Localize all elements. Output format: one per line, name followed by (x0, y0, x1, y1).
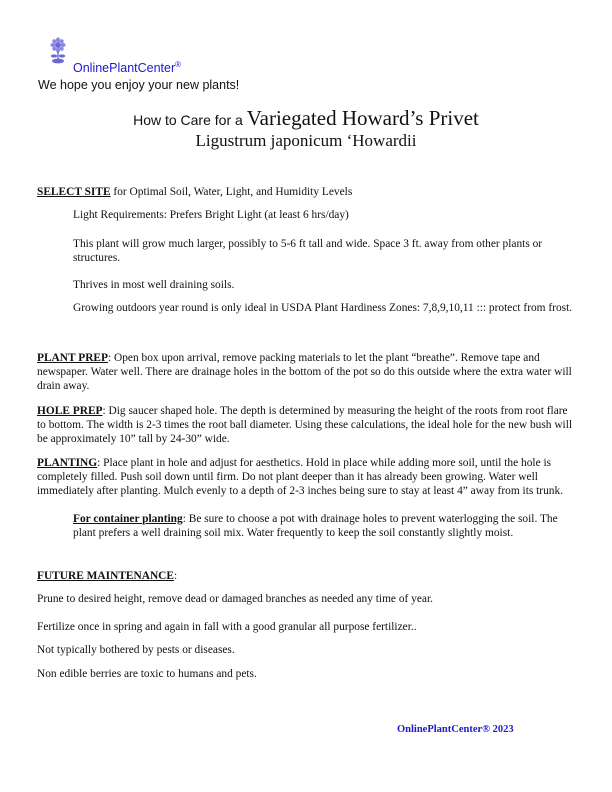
brand-name (73, 60, 181, 75)
maintenance-fertilize: Fertilize once in spring and again in fall with a good granular all purpose fertilizer.. (37, 621, 417, 633)
soil-info: Thrives in most well draining soils. (73, 279, 235, 291)
maintenance-pests: Not typically bothered by pests or diseases. (37, 644, 235, 656)
light-requirements: Light Requirements: Prefers Bright Light (at least 6 hrs/day) (73, 209, 349, 221)
tagline: We hope you enjoy your new plants! (38, 78, 240, 92)
subsection-heading: For container planting (73, 513, 183, 525)
page-title (0, 106, 612, 131)
scientific-name: Ligustrum japonicum ‘Howardii (195, 131, 417, 150)
section-heading: FUTURE MAINTENANCE (37, 570, 175, 582)
section-text: : Place plant in hole and adjust for aesthetics. Hold in place while adding more soil, until the hole is completely filled. Push soil down until firm. Do not plant deeper than it has already been growing. Water well immediately after planting. Mulch evenly to a depth of 2-3 inches being sure to stay at least 4” away from its trunk. (37, 457, 564, 497)
section-heading: HOLE PREP (37, 405, 103, 417)
maintenance-toxicity: Non edible berries are toxic to humans and pets. (37, 668, 257, 680)
planting-section (37, 456, 577, 498)
section-heading: SELECT SITE (37, 186, 111, 198)
container-planting (73, 512, 578, 540)
hardiness-zones: Growing outdoors year round is only ideal in USDA Plant Hardiness Zones: 7,8,9,10,11 ::: protect from frost. (73, 302, 573, 314)
heading-suffix: : (174, 570, 178, 582)
section-text: : Open box upon arrival, remove packing materials to let the plant “breathe”. Remove tape and newspaper. Water well. There are drainage holes in the bottom of the pot so do this outside where the extra water will drain away. (37, 352, 572, 392)
footer-copyright: OnlinePlantCenter® 2023 (397, 724, 514, 735)
future-maintenance-heading (37, 569, 577, 583)
section-text: : Dig saucer shaped hole. The depth is determined by measuring the height of the roots from root flare to bottom. The width is 2-3 times the root ball diameter. Using these calculations, the ideal hole for the new bush will be approximately 10” tall by 24-30” wide. (37, 405, 573, 445)
hole-prep-section (37, 404, 577, 446)
plant-prep-section (37, 351, 577, 393)
brand-text: OnlinePlantCenter (73, 61, 176, 76)
section-heading: PLANT PREP (37, 352, 108, 364)
flower-icon (46, 37, 70, 65)
title-main: Variegated Howard’s Privet (246, 106, 479, 130)
select-site-heading (37, 185, 577, 199)
subsection-text: : Be sure to choose a pot with drainage holes to prevent waterlogging the soil. The plant prefers a well draining soil mix. Water frequently to keep the soil constantly slightly moist. (73, 513, 558, 539)
maintenance-prune: Prune to desired height, remove dead or damaged branches as needed any time of year. (37, 593, 433, 605)
registered-mark: ® (175, 60, 182, 69)
section-heading: PLANTING (37, 457, 98, 469)
heading-rest: for Optimal Soil, Water, Light, and Humidity Levels (110, 186, 353, 198)
title-prefix: How to Care for a (133, 112, 243, 128)
size-spacing: This plant will grow much larger, possibly to 5-6 ft tall and wide. Space 3 ft. away from other plants or structures. (73, 238, 543, 264)
